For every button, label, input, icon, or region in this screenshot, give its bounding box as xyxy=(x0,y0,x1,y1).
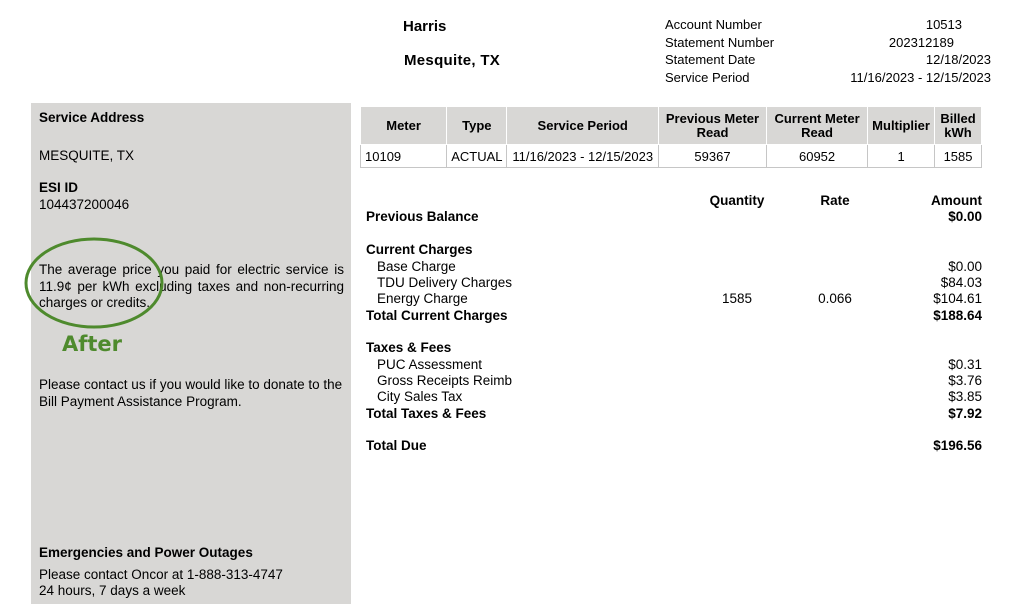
statement-date-value: 12/18/2023 xyxy=(925,52,991,67)
multiplier-cell: 1 xyxy=(868,145,935,168)
service-period-value: 11/16/2023 - 12/15/2023 xyxy=(850,69,991,85)
puc-amount: $0.31 xyxy=(948,356,982,372)
col-current-read: Current Meter Read xyxy=(767,107,868,145)
amount-header: Amount xyxy=(931,193,982,208)
account-number-label: Account Number xyxy=(665,17,762,32)
tdu-charges-label: TDU Delivery Charges xyxy=(377,275,513,290)
billed-kwh-cell: 1585 xyxy=(935,145,982,168)
total-current-label: Total Current Charges xyxy=(366,307,508,323)
total-taxes-label: Total Taxes & Fees xyxy=(366,405,487,421)
service-address-value: MESQUITE, TX xyxy=(39,148,135,163)
total-current-amount: $188.64 xyxy=(933,307,982,323)
company-name: Harris xyxy=(403,18,447,35)
col-type: Type xyxy=(447,107,507,145)
previous-read-cell: 59367 xyxy=(658,145,766,168)
energy-charge-label: Energy Charge xyxy=(377,291,468,306)
service-period-cell: 11/16/2023 - 12/15/2023 xyxy=(507,145,658,168)
previous-balance-label: Previous Balance xyxy=(366,209,479,224)
table-row xyxy=(361,145,982,168)
after-annotation: After xyxy=(62,332,123,356)
energy-rate: 0.066 xyxy=(818,291,852,306)
oncor-contact: Please contact Oncor at 1-888-313-4747 xyxy=(39,567,283,582)
total-due-label: Total Due xyxy=(366,438,427,453)
meter-id-cell: 10109 xyxy=(361,145,447,168)
base-charge-amount: $0.00 xyxy=(948,258,982,274)
quantity-header: Quantity xyxy=(709,193,765,208)
col-meter: Meter xyxy=(361,107,447,145)
rate-header: Rate xyxy=(820,193,850,208)
info-sidebar xyxy=(31,103,351,604)
puc-label: PUC Assessment xyxy=(377,356,483,372)
meter-table-header xyxy=(361,107,982,145)
col-previous-read: Previous Meter Read xyxy=(658,107,766,145)
current-read-cell: 60952 xyxy=(767,145,868,168)
col-billed-kwh: Billed kWh xyxy=(935,107,982,145)
col-service-period: Service Period xyxy=(507,107,658,145)
previous-balance-amount: $0.00 xyxy=(948,209,982,224)
average-price-note: The average price you paid for electric service is 11.9¢ per kWh excluding taxes and non-recurring charges or credits. xyxy=(39,262,344,310)
service-address-label: Service Address xyxy=(39,110,145,125)
tdu-charges-amount: $84.03 xyxy=(940,275,982,290)
company-city: Mesquite, TX xyxy=(404,52,501,69)
current-charges-label: Current Charges xyxy=(366,242,473,257)
oncor-hours: 24 hours, 7 days a week xyxy=(39,583,186,598)
emergencies-label: Emergencies and Power Outages xyxy=(39,545,253,560)
gross-receipts-amount: $3.76 xyxy=(948,373,982,388)
base-charge-label: Base Charge xyxy=(377,258,456,274)
statement-number-label: Statement Number xyxy=(665,34,775,50)
esi-id-label: ESI ID xyxy=(39,180,79,195)
meter-table xyxy=(360,106,982,168)
taxes-fees-label: Taxes & Fees xyxy=(366,340,452,355)
city-sales-tax-label: City Sales Tax xyxy=(377,389,463,404)
donate-note: Please contact us if you would like to donate to the Bill Payment Assistance Program. xyxy=(39,377,343,409)
total-due-amount: $196.56 xyxy=(933,438,982,453)
gross-receipts-label: Gross Receipts Reimb xyxy=(377,373,513,388)
type-cell: ACTUAL xyxy=(447,145,507,168)
city-sales-tax-amount: $3.85 xyxy=(948,389,982,404)
energy-charge-amount: $104.61 xyxy=(933,291,982,306)
service-period-label: Service Period xyxy=(665,69,750,85)
statement-date-label: Statement Date xyxy=(665,52,756,67)
esi-id-value: 104437200046 xyxy=(39,197,130,212)
col-multiplier: Multiplier xyxy=(868,107,935,145)
account-number-value: 10513 xyxy=(925,17,962,32)
energy-quantity: 1585 xyxy=(721,291,753,306)
statement-number-value: 202312189 xyxy=(888,34,954,50)
highlight-circle xyxy=(19,233,169,333)
total-taxes-amount: $7.92 xyxy=(948,405,982,421)
